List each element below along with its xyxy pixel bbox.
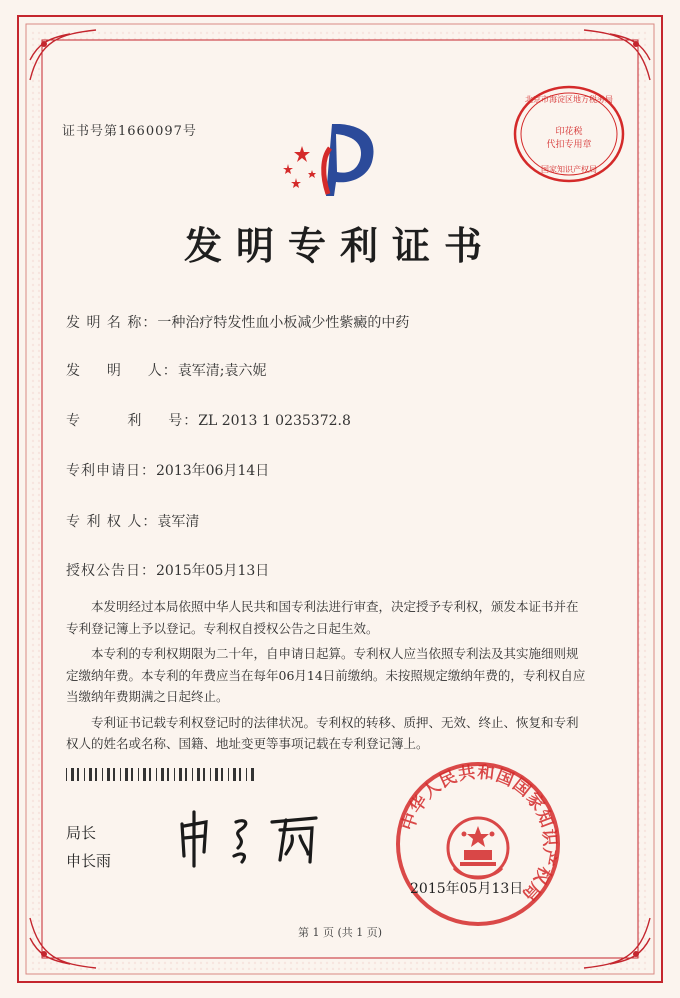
field-inventor [66,360,267,380]
stamp-ring-text: 北京市海淀区地方税务局 [525,95,613,104]
national-ip-office-stamp [394,760,562,928]
signer-title: 局长 [66,824,97,842]
field-value: 2015年05月13日 [156,563,270,579]
barcode [66,768,256,781]
body-paragraph: 本发明经过本局依照中华人民共和国专利法进行审查，决定授予专利权，颁发本证书并在专利登记簿上予以登记。专利权自授权公告之日起生效。 [66,599,579,636]
body-paragraph: 专利证书记载专利权登记时的法律状况。专利权的转移、质押、无效、终止、恢复和专利权人的姓名或名称、国籍、地址变更等事项记载在专利登记簿上。 [66,714,579,751]
field-value: 一种治疗特发性血小板减少性紫癜的中药 [157,315,410,331]
field-label: 授权公告日： [66,563,156,579]
stamp-ring-text: 中华人民共和国国家知识产权局 [398,762,560,905]
tax-stamp-icon [512,84,626,184]
field-invention-name [66,312,409,332]
cnipa-logo-icon [282,118,382,200]
body-paragraph: 本专利的专利权期限为二十年，自申请日起算。专利权人应当依照专利法及其实施细则规定缴纳年费。本专利的年费应当在每年06月14日前缴纳。未按照规定缴纳年费的，专利权自应当缴纳年费期满之日起终止。 [66,646,586,704]
field-value: 袁军清;袁六妮 [177,363,267,379]
handwritten-signature [176,808,326,870]
field-label: 专 利 权 人： [66,514,158,530]
certificate-number: 证书号第1660097号 [62,124,197,139]
field-label: 发 明 名 称： [66,315,158,331]
field-label: 专利申请日： [66,463,156,479]
certificate-body [66,596,586,759]
signer-name: 申长雨 [66,852,112,870]
field-value: ZL 2013 1 0235372.8 [198,413,351,429]
page-number: 第 1 页 (共 1 页) [297,926,383,939]
field-patentee [66,511,199,531]
stamp-center-line2: 代扣专用章 [546,140,592,150]
field-patent-number [66,410,351,430]
field-grant-date [66,560,269,580]
emblem-icon [448,818,508,878]
field-application-date [66,460,269,480]
certificate-title: 发明专利证书 [183,223,496,268]
stamp-center-line1: 印花税 [555,127,583,137]
field-value: 袁军清 [157,514,200,530]
field-value: 2013年06月14日 [156,463,270,479]
field-label: 发 明 人： [66,363,178,379]
issue-date: 2015年05月13日 [410,881,524,897]
field-label: 专 利 号： [66,413,199,429]
stamp-bottom-text: 国家知识产权局 [541,165,597,174]
